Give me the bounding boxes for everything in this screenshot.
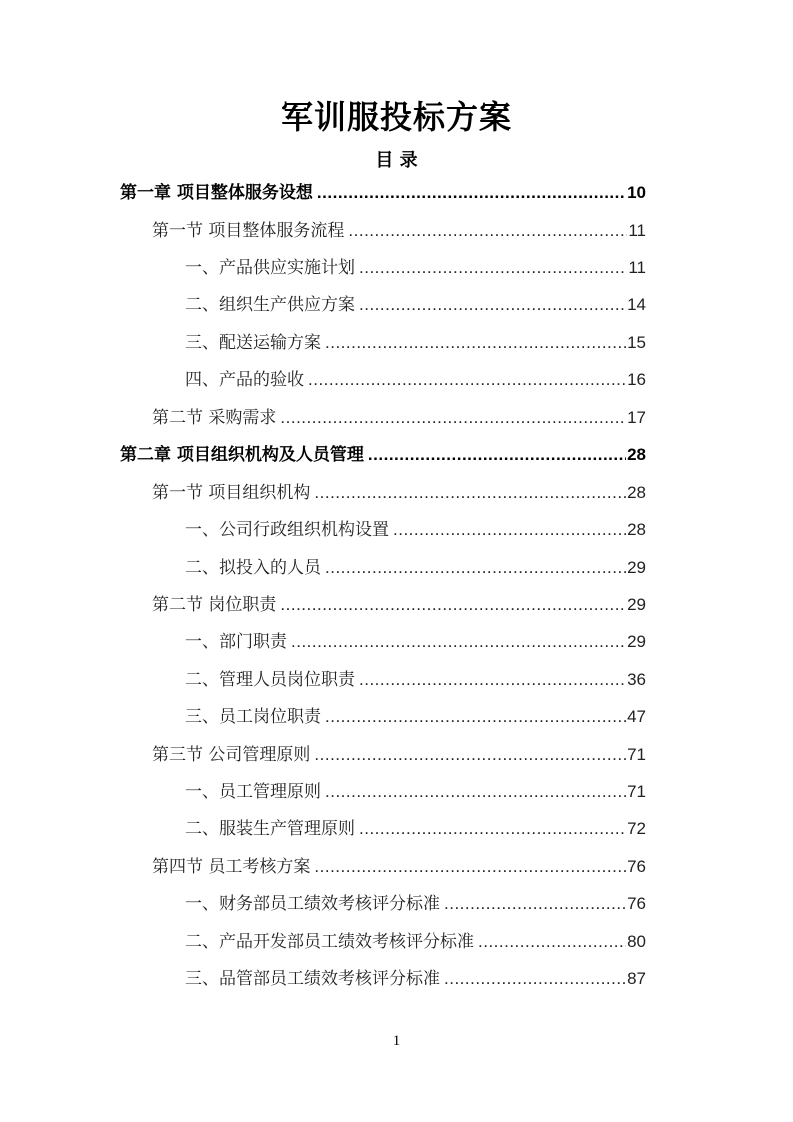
toc-entry-label: 二、管理人员岗位职责 — [185, 670, 355, 690]
toc-entry-subsection[interactable] — [185, 515, 646, 545]
dot-leader — [314, 852, 626, 882]
toc-entry-label: 第一章 项目整体服务设想 — [120, 183, 313, 203]
dot-leader — [368, 440, 626, 470]
dot-leader — [291, 627, 626, 657]
dot-leader — [280, 403, 626, 433]
toc-entry-subsection[interactable] — [185, 290, 646, 320]
dot-leader — [444, 889, 626, 919]
toc-entry-page: 28 — [627, 445, 646, 464]
dot-leader — [325, 553, 626, 583]
toc-entry-page: 29 — [627, 558, 646, 577]
toc-entry-chapter[interactable] — [120, 440, 646, 470]
toc-entry-section[interactable] — [152, 852, 646, 882]
toc-entry-page: 47 — [627, 707, 646, 726]
toc-entry-subsection[interactable] — [185, 553, 646, 583]
dot-leader — [308, 365, 626, 395]
toc-entry-label: 二、服装生产管理原则 — [185, 819, 355, 839]
toc-entry-page: 17 — [627, 408, 646, 427]
dot-leader — [314, 740, 626, 770]
dot-leader — [393, 515, 626, 545]
dot-leader — [325, 777, 626, 807]
toc-entry-page: 29 — [627, 632, 646, 651]
toc-entry-subsection[interactable] — [185, 365, 646, 395]
toc-entry-label: 一、财务部员工绩效考核评分标准 — [185, 894, 440, 914]
dot-leader — [317, 178, 626, 208]
toc-entry-page: 11 — [628, 258, 646, 277]
toc-entry-section[interactable] — [152, 590, 646, 620]
toc-entry-page: 15 — [627, 333, 646, 352]
page-number: 1 — [392, 1033, 401, 1049]
toc-entry-page: 28 — [627, 483, 646, 502]
toc-entry-subsection[interactable] — [185, 253, 646, 283]
toc-entry-label: 第一节 项目整体服务流程 — [152, 221, 345, 241]
dot-leader — [359, 253, 627, 283]
toc-entry-subsection[interactable] — [185, 814, 646, 844]
toc-entry-subsection[interactable] — [185, 964, 646, 994]
toc-entry-page: 71 — [627, 782, 646, 801]
toc-entry-page: 28 — [627, 520, 646, 539]
toc-entry-label: 三、品管部员工绩效考核评分标准 — [185, 969, 440, 989]
dot-leader — [325, 328, 626, 358]
toc-entry-label: 第三节 公司管理原则 — [152, 745, 311, 765]
toc-entry-label: 一、部门职责 — [185, 632, 287, 652]
toc-entry-label: 第四节 员工考核方案 — [152, 857, 311, 877]
toc-entry-page: 80 — [627, 932, 646, 951]
dot-leader — [314, 478, 626, 508]
toc-entry-section[interactable] — [152, 403, 646, 433]
toc-entry-page: 76 — [627, 857, 646, 876]
dot-leader — [325, 702, 626, 732]
toc-entry-label: 二、拟投入的人员 — [185, 558, 321, 578]
document-title: 军训服投标方案 — [280, 98, 512, 136]
dot-leader — [478, 927, 626, 957]
toc-entry-page: 71 — [627, 745, 646, 764]
toc-entry-subsection[interactable] — [185, 627, 646, 657]
toc-entry-page: 14 — [627, 295, 646, 314]
dot-leader — [444, 964, 626, 994]
dot-leader — [359, 665, 626, 695]
toc-entry-label: 四、产品的验收 — [185, 370, 304, 390]
toc-entry-label: 一、产品供应实施计划 — [185, 258, 355, 278]
toc-entry-subsection[interactable] — [185, 702, 646, 732]
toc-entry-page: 36 — [627, 670, 646, 689]
toc-entry-chapter[interactable] — [120, 178, 646, 208]
toc-entry-page: 87 — [627, 969, 646, 988]
toc-entry-page: 76 — [627, 894, 646, 913]
toc-entry-label: 一、员工管理原则 — [185, 782, 321, 802]
toc-heading: 目 录 — [375, 150, 418, 171]
toc-entry-subsection[interactable] — [185, 665, 646, 695]
dot-leader — [359, 290, 626, 320]
toc-entry-page: 29 — [627, 595, 646, 614]
toc-entry-label: 第一节 项目组织机构 — [152, 483, 311, 503]
toc-entry-subsection[interactable] — [185, 777, 646, 807]
toc-entry-subsection[interactable] — [185, 889, 646, 919]
toc-entry-label: 三、配送运输方案 — [185, 333, 321, 353]
toc-entry-label: 二、组织生产供应方案 — [185, 295, 355, 315]
dot-leader — [359, 814, 626, 844]
toc-entry-page: 10 — [627, 183, 646, 202]
toc-entry-page: 11 — [628, 221, 646, 240]
toc-entry-page: 16 — [627, 370, 646, 389]
toc-entry-label: 第二节 采购需求 — [152, 408, 277, 428]
toc-entry-section[interactable] — [152, 478, 646, 508]
toc-entry-label: 第二节 岗位职责 — [152, 595, 277, 615]
toc-entry-page: 72 — [627, 819, 646, 838]
toc-entry-section[interactable] — [152, 740, 646, 770]
toc-entry-section[interactable] — [152, 216, 646, 246]
dot-leader — [280, 590, 626, 620]
toc-entry-label: 第二章 项目组织机构及人员管理 — [120, 445, 364, 465]
toc-entry-label: 三、员工岗位职责 — [185, 707, 321, 727]
toc-entry-label: 一、公司行政组织机构设置 — [185, 520, 389, 540]
toc-entry-subsection[interactable] — [185, 328, 646, 358]
toc-entry-label: 二、产品开发部员工绩效考核评分标准 — [185, 932, 474, 952]
dot-leader — [348, 216, 627, 246]
toc-entry-subsection[interactable] — [185, 927, 646, 957]
